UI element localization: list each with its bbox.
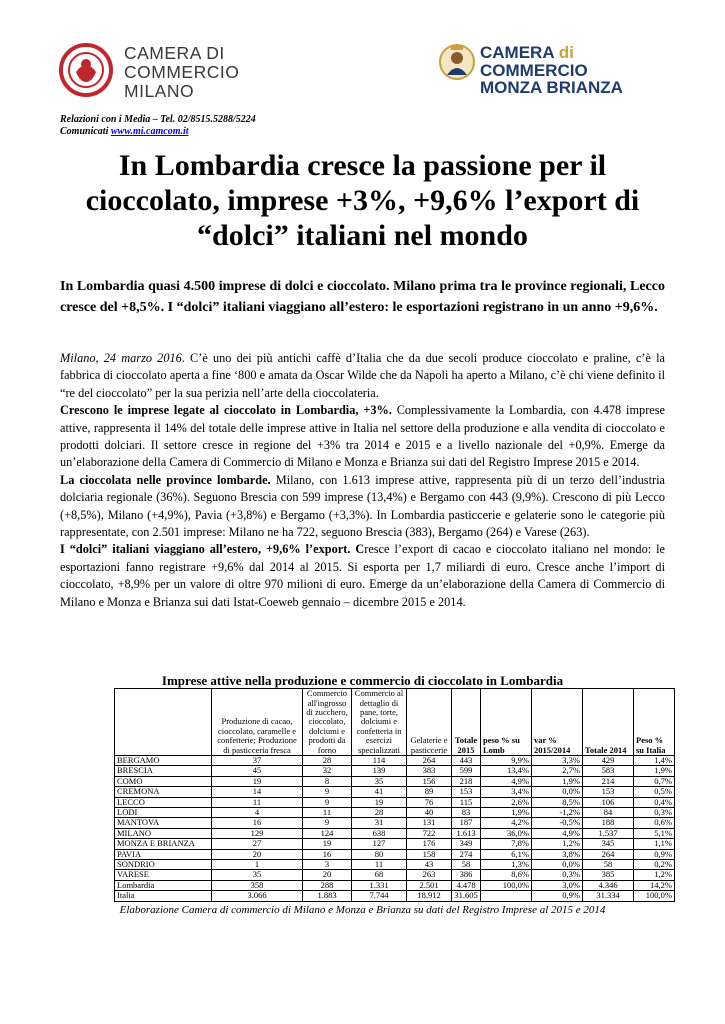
province-cell: LODI	[115, 808, 212, 818]
logo-right-line1b: di	[558, 43, 574, 62]
table-cell: 2.501	[407, 880, 452, 890]
table-cell: 7,8%	[481, 839, 532, 849]
table-cell: 188	[583, 818, 634, 828]
table-cell: 129	[212, 828, 303, 838]
table-cell: 5,1%	[634, 828, 675, 838]
header-cell: Commercio all'ingrosso di zucchero, cioccolato, dolciumi e prodotti da forno	[303, 689, 352, 756]
table-cell: 115	[452, 797, 481, 807]
province-cell: BRESCIA	[115, 766, 212, 776]
table-cell: 124	[303, 828, 352, 838]
table-cell: 114	[352, 756, 407, 766]
dateline: Milano, 24 marzo 2016	[60, 351, 182, 365]
table-cell: 153	[452, 787, 481, 797]
table-cell: 106	[583, 797, 634, 807]
table-cell: 3,3%	[532, 756, 583, 766]
table-cell: 0,0%	[532, 787, 583, 797]
table-cell: 6,1%	[481, 849, 532, 859]
header-cell	[115, 689, 212, 756]
table-row	[115, 797, 675, 807]
province-cell: CREMONA	[115, 787, 212, 797]
logo-left-line3: MILANO	[124, 81, 195, 101]
table-row	[115, 860, 675, 870]
table-cell: 4,9%	[481, 776, 532, 786]
website-link[interactable]: www.mi.camcom.it	[110, 126, 189, 137]
table-cell: 2,6%	[481, 797, 532, 807]
table-row	[115, 766, 675, 776]
table-cell: 9,9%	[481, 756, 532, 766]
milano-emblem-icon	[58, 42, 114, 98]
table-cell: -0,5%	[532, 818, 583, 828]
province-cell: Lombardia	[115, 880, 212, 890]
table-cell	[481, 891, 532, 901]
table-cell: 27	[212, 839, 303, 849]
province-cell: MONZA E BRIANZA	[115, 839, 212, 849]
paragraph-imprese	[60, 402, 665, 472]
header-cell: Peso % su Italia	[634, 689, 675, 756]
table-cell: 3.066	[212, 891, 303, 901]
table-cell: 9	[303, 787, 352, 797]
table-cell: 345	[583, 839, 634, 849]
table-cell: 7.744	[352, 891, 407, 901]
table-cell: 722	[407, 828, 452, 838]
table-cell: 383	[407, 766, 452, 776]
lead-paragraph: In Lombardia quasi 4.500 imprese di dolci e cioccolato. Milano prima tra le province regionali, Lecco cresce del +8,5%. I “dolci” italiani viaggiano all’estero: le esportazioni registrano in un anno +9,6%.	[60, 279, 665, 315]
paragraph-intro-text: . C’è uno dei più antichi caffè d’Italia che da due secoli produce cioccolato e praline, c’è la fabbrica di cioccolato aperta a fine ‘800 e amata da Oscar Wilde che da Napoli ha aperto a Milano, c’è chi viene definito il “re del cioccolato” per la sua perizia nell’arte della cioccolateria.	[60, 351, 665, 400]
table-cell: 9	[303, 797, 352, 807]
table-cell: 214	[583, 776, 634, 786]
table-cell: 4.346	[583, 880, 634, 890]
table-cell: 1,9%	[481, 808, 532, 818]
table-cell: 28	[352, 808, 407, 818]
table-cell: 0,3%	[532, 870, 583, 880]
table-cell: 1,3%	[481, 860, 532, 870]
table-cell: 89	[407, 787, 452, 797]
table-cell: 274	[452, 849, 481, 859]
table-cell: 0,2%	[634, 860, 675, 870]
table-cell: 16	[212, 818, 303, 828]
table-cell: 19	[352, 797, 407, 807]
province-cell: MANTOVA	[115, 818, 212, 828]
header-cell: Gelaterie e pasticcerie	[407, 689, 452, 756]
province-cell: PAVIA	[115, 849, 212, 859]
table-cell: 1,9%	[532, 776, 583, 786]
table-cell: 83	[452, 808, 481, 818]
table-cell: 638	[352, 828, 407, 838]
table-cell: 0,7%	[634, 776, 675, 786]
paragraph-province-heading: La cioccolata nelle province lombarde.	[60, 472, 271, 487]
logo-right-line3: MONZA BRIANZA	[480, 78, 623, 97]
table-cell: 31.605	[452, 891, 481, 901]
table-cell: -1,2%	[532, 808, 583, 818]
table-cell: 40	[407, 808, 452, 818]
paragraph-intro	[60, 350, 665, 402]
table-cell: 100,0%	[634, 891, 675, 901]
province-cell: SONDRIO	[115, 860, 212, 870]
table-cell: 100,0%	[481, 880, 532, 890]
table-cell: 1.331	[352, 880, 407, 890]
logo-left-line1: CAMERA DI	[124, 43, 225, 63]
table-cell: 3,4%	[481, 787, 532, 797]
table-cell: 264	[407, 756, 452, 766]
paragraph-imprese-heading: Crescono le imprese legate al cioccolato in Lombardia, +3%.	[60, 403, 392, 418]
table-cell: 385	[583, 870, 634, 880]
table-row	[115, 808, 675, 818]
logo-left-line2: COMMERCIO	[124, 62, 240, 82]
logo-right-line1a: CAMERA	[480, 43, 559, 62]
table-cell: 31	[352, 818, 407, 828]
table-row	[115, 891, 675, 901]
logo-camera-milano	[58, 42, 258, 108]
table-cell: 386	[452, 870, 481, 880]
table-row	[115, 870, 675, 880]
header-cell: Totale 2015	[452, 689, 481, 756]
paragraph-province-text: Milano, con 1.613 imprese attive, rappresenta più di un terzo dell’industria dolciaria regionale (36%). Seguono Brescia con 599 imprese (13,4%) e Bergamo con 443 (9,9%). Crescono di più Lecco (+8,5%), Milano (+4,9%), Pavia (+3,8%) e Bergamo (+3,3%). In Lombardia pasticcerie e gelaterie sono le categorie più rappresentate, con 2.501 imprese: Milano ne ha 722, seguono Brescia (383), Bergamo (264) e Varese (263).	[60, 472, 665, 540]
table-cell: 19	[212, 776, 303, 786]
imprese-table	[114, 688, 675, 902]
table-cell: 0,5%	[634, 787, 675, 797]
table-cell: 35	[352, 776, 407, 786]
logo-right-line2: COMMERCIO	[480, 60, 588, 80]
table-cell: 3,8%	[532, 849, 583, 859]
table-cell: 0,9%	[634, 849, 675, 859]
paragraph-export-heading: I “dolci” italiani viaggiano all’estero, +9,6% l’export. C	[60, 542, 365, 557]
table-cell: 127	[352, 839, 407, 849]
table-cell: 84	[583, 808, 634, 818]
table-cell: 20	[212, 849, 303, 859]
paragraph-province	[60, 472, 665, 542]
table-cell: 4	[212, 808, 303, 818]
table-cell: 4.478	[452, 880, 481, 890]
table-cell: 218	[452, 776, 481, 786]
logo-camera-monza-brianza	[438, 42, 638, 102]
table-cell: 9	[303, 818, 352, 828]
header-cell: Produzione di cacao, cioccolato, caramelle e confetterie; Produzione di pasticceria fresca	[212, 689, 303, 756]
paragraph-export	[60, 541, 665, 611]
province-cell: VARESE	[115, 870, 212, 880]
table-cell: 35	[212, 870, 303, 880]
table-cell: 1.613	[452, 828, 481, 838]
table-cell: 11	[212, 797, 303, 807]
table-cell: 4,2%	[481, 818, 532, 828]
table-cell: 0,4%	[634, 797, 675, 807]
table-cell: 288	[303, 880, 352, 890]
table-cell: 1,4%	[634, 756, 675, 766]
table-row	[115, 849, 675, 859]
table-cell: 263	[407, 870, 452, 880]
table-cell: 583	[583, 766, 634, 776]
table-cell: 139	[352, 766, 407, 776]
paragraph-export-text: resce l’export di cacao e cioccolato italiano nel mondo: le esportazioni fanno registrare +9,6% dal 2014 al 2015. Si esporta per 1,7 miliardi di euro. Cresce anche l’import di cioccolato, +8,9% per un valore di oltre 970 milioni di euro. Emerge da un’elaborazione della Camera di Commercio di Milano e Monza e Brianza sui dati Istat-Coeweb gennaio – dicembre 2015 e 2014.	[60, 542, 665, 609]
press-releases-label: Comunicati	[60, 126, 111, 137]
table-cell: 1.883	[303, 891, 352, 901]
table-cell: 0,6%	[634, 818, 675, 828]
table-cell: 2,7%	[532, 766, 583, 776]
table-header-row	[115, 689, 675, 756]
table-cell: 156	[407, 776, 452, 786]
table-cell: 37	[212, 756, 303, 766]
table-cell: 11	[303, 808, 352, 818]
table-cell: 36,0%	[481, 828, 532, 838]
article-body	[60, 350, 665, 611]
table-cell: 358	[212, 880, 303, 890]
province-cell: Italia	[115, 891, 212, 901]
table-cell: 1,2%	[634, 870, 675, 880]
paragraph-imprese-text: Complessivamente la Lombardia, con 4.478 imprese attive, rappresenta il 14% del totale delle imprese attive in Italia nel settore della produzione e alla vendita di cioccolato e prodotti dolciari. Il settore cresce in regione del +3% tra 2014 e 2015 e a livello nazionale del +0,9%. Emerge da un’elaborazione della Camera di Commercio di Milano e Monza e Brianza sui dati del Registro Imprese 2015 e 2014.	[60, 403, 665, 470]
media-phone-line: Relazioni con i Media – Tel. 02/8515.5288/5224	[60, 114, 256, 125]
table-cell: 8,6%	[481, 870, 532, 880]
table-cell: 80	[352, 849, 407, 859]
table-cell: 28	[303, 756, 352, 766]
table-cell: 429	[583, 756, 634, 766]
table-cell: 16	[303, 849, 352, 859]
table-cell: 19	[303, 839, 352, 849]
table-row	[115, 756, 675, 766]
table-row	[115, 787, 675, 797]
table-cell: 11	[352, 860, 407, 870]
table-cell: 8,5%	[532, 797, 583, 807]
table-cell: 0,9%	[532, 891, 583, 901]
monza-seal-icon	[438, 42, 476, 82]
media-contacts	[60, 114, 256, 138]
table-cell: 0,3%	[634, 808, 675, 818]
table-cell: 45	[212, 766, 303, 776]
table-footnote: Elaborazione Camera di commercio di Milano e Monza e Brianza su dati del Registro Imprese al 2015 e 2014	[119, 904, 606, 916]
table-cell: 41	[352, 787, 407, 797]
table-cell: 3	[303, 860, 352, 870]
table-cell: 14	[212, 787, 303, 797]
table-cell: 349	[452, 839, 481, 849]
table-cell: 1,2%	[532, 839, 583, 849]
table-cell: 68	[352, 870, 407, 880]
table-cell: 13,4%	[481, 766, 532, 776]
table-cell: 264	[583, 849, 634, 859]
table-cell: 187	[452, 818, 481, 828]
table-row	[115, 880, 675, 890]
table-cell: 3,0%	[532, 880, 583, 890]
table-cell: 4,9%	[532, 828, 583, 838]
header-cell: Totale 2014	[583, 689, 634, 756]
table-cell: 599	[452, 766, 481, 776]
table-cell: 31.334	[583, 891, 634, 901]
table-title: Imprese attive nella produzione e commercio di cioccolato in Lombardia	[161, 673, 564, 688]
province-cell: BERGAMO	[115, 756, 212, 766]
table-cell: 131	[407, 818, 452, 828]
table-cell: 43	[407, 860, 452, 870]
province-cell: LECCO	[115, 797, 212, 807]
table-cell: 20	[303, 870, 352, 880]
table-cell: 58	[583, 860, 634, 870]
table-cell: 443	[452, 756, 481, 766]
table-cell: 1.537	[583, 828, 634, 838]
table-cell: 1	[212, 860, 303, 870]
table-cell: 153	[583, 787, 634, 797]
table-cell: 14,2%	[634, 880, 675, 890]
table-cell: 8	[303, 776, 352, 786]
table-row	[115, 776, 675, 786]
header-cell: Commercio al dettaglio di pane, torte, dolciumi e confetteria in esercizi specializzati	[352, 689, 407, 756]
province-cell: COMO	[115, 776, 212, 786]
table-cell: 58	[452, 860, 481, 870]
table-cell: 1,9%	[634, 766, 675, 776]
table-cell: 0,0%	[532, 860, 583, 870]
table-row	[115, 818, 675, 828]
table-row	[115, 828, 675, 838]
page-title: In Lombardia cresce la passione per il cioccolato, imprese +3%, +9,6% l’export di “dolci” italiani nel mondo	[85, 149, 640, 252]
province-cell: MILANO	[115, 828, 212, 838]
header-cell: peso % su Lomb	[481, 689, 532, 756]
table-cell: 18.912	[407, 891, 452, 901]
table-cell: 1,1%	[634, 839, 675, 849]
table-row	[115, 839, 675, 849]
table-cell: 158	[407, 849, 452, 859]
table-cell: 32	[303, 766, 352, 776]
header-cell: var % 2015/2014	[532, 689, 583, 756]
table-cell: 176	[407, 839, 452, 849]
table-cell: 76	[407, 797, 452, 807]
